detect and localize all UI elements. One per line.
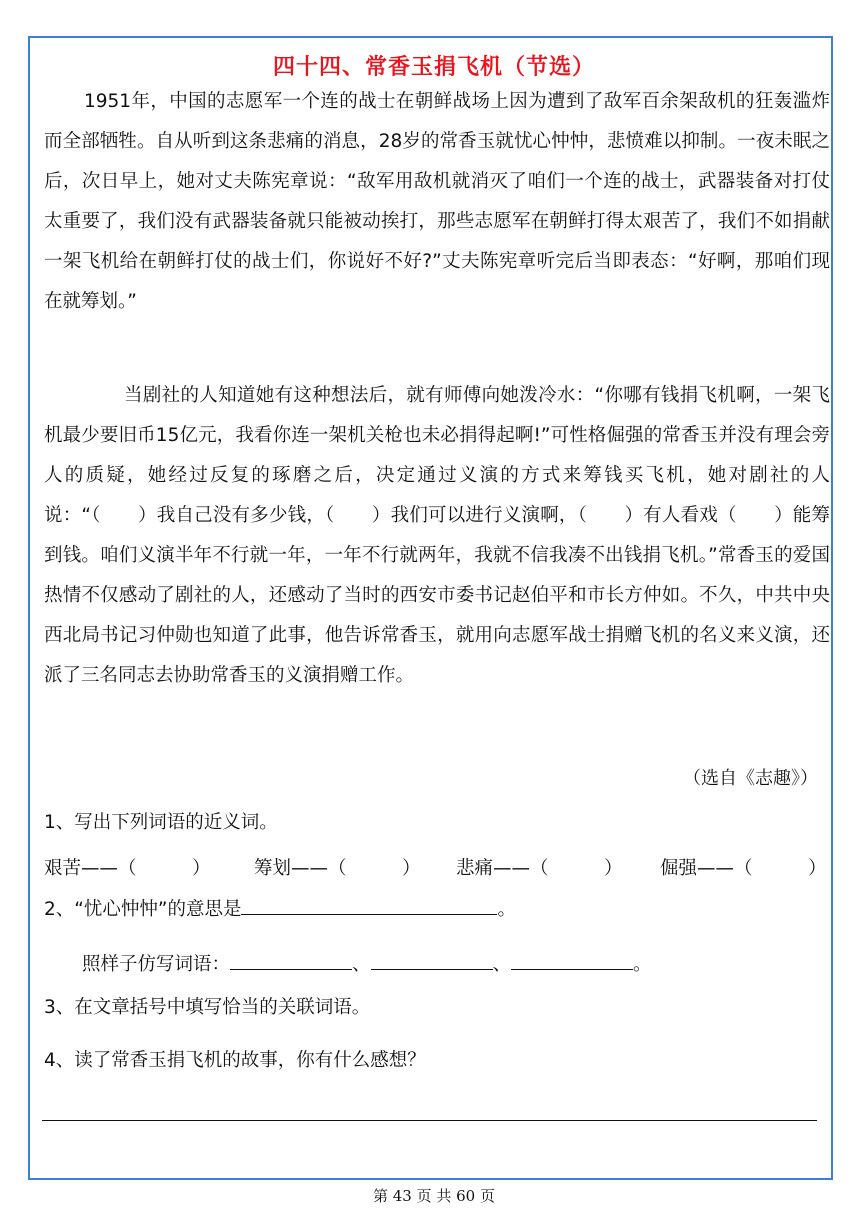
synonym-item-4: 倔强——（ ）	[660, 858, 827, 879]
imitation-end: 。	[633, 954, 652, 975]
imitation-blank-2[interactable]	[371, 951, 493, 970]
question-4: 4、读了常香玉捐飞机的故事，你有什么感想？	[44, 1050, 426, 1071]
question-2-text: 2、“忧心忡忡”的意思是	[44, 899, 242, 920]
page-footer: 第 43 页 共 60 页	[372, 1187, 495, 1205]
synonym-item-3: 悲痛——（ ）	[456, 858, 623, 879]
paragraph-2: 当剧社的人知道她有这种想法后，就有师傅向她泼冷水：“你哪有钱捐飞机啊，一架飞机最少要旧币15亿元，我看你连一架机关枪也未必捐得起啊!”可性格倔强的常香玉并没有理会旁人的质疑，她经过反复的琢磨之后，决定通过义演的方式来筹钱买飞机，她对剧社的人说：“（ ）我自己没有多少钱，（ ）我们可以进行义演啊，（ ）有人看戏（ ）能筹到钱。咱们义演半年不行就一年，一年不行就两年，我就不信我凑不出钱捐飞机。”常香玉的爱国热情不仅感动了剧社的人，还感动了当时的西安市委书记赵伯平和市长方仲如。不久，中共中央西北局书记习仲勋也知道了此事，他告诉常香玉，就用向志愿军战士捐赠飞机的名义来义演，还派了三名同志去协助常香玉的义演捐赠工作。	[44, 385, 830, 686]
question-3: 3、在文章括号中填写恰当的关联词语。	[44, 997, 371, 1018]
synonym-item-1: 艰苦——（ ）	[44, 858, 211, 879]
imitation-blank-1[interactable]	[230, 951, 352, 970]
question-1: 1、写出下列词语的近义词。	[44, 812, 278, 833]
separator-2: 、	[492, 954, 512, 975]
source-citation: （选自《志趣》）	[683, 768, 818, 789]
separator-1: 、	[352, 954, 371, 975]
article-title: 四十四、常香玉捐飞机（节选）	[272, 55, 595, 80]
meaning-answer-blank[interactable]	[241, 896, 497, 915]
imitation-blank-3[interactable]	[511, 951, 633, 970]
question-2	[44, 895, 516, 921]
question-2-end: 。	[497, 899, 516, 920]
imitation-question	[82, 950, 652, 976]
imitation-text: 照样子仿写词语：	[82, 954, 231, 975]
synonym-item-2: 筹划——（ ）	[254, 858, 421, 879]
paragraph-1: 1951年，中国的志愿军一个连的战士在朝鲜战场上因为遭到了敌军百余架敌机的狂轰滥炸而全部牺牲。自从听到这条悲痛的消息，28岁的常香玉就忧心忡忡，悲愤难以抑制。一夜未眠之后，次日早上，她对丈夫陈宪章说：“敌军用敌机就消灭了咱们一个连的战士，武器装备对打仗太重要了，我们没有武器装备就只能被动挨打，那些志愿军在朝鲜打得太艰苦了，我们不如捐献一架飞机给在朝鲜打仗的战士们，你说好不好?”丈夫陈宪章听完后当即表态：“好啊，那咱们现在就筹划。”	[44, 91, 830, 312]
answer-line[interactable]	[42, 1120, 817, 1121]
